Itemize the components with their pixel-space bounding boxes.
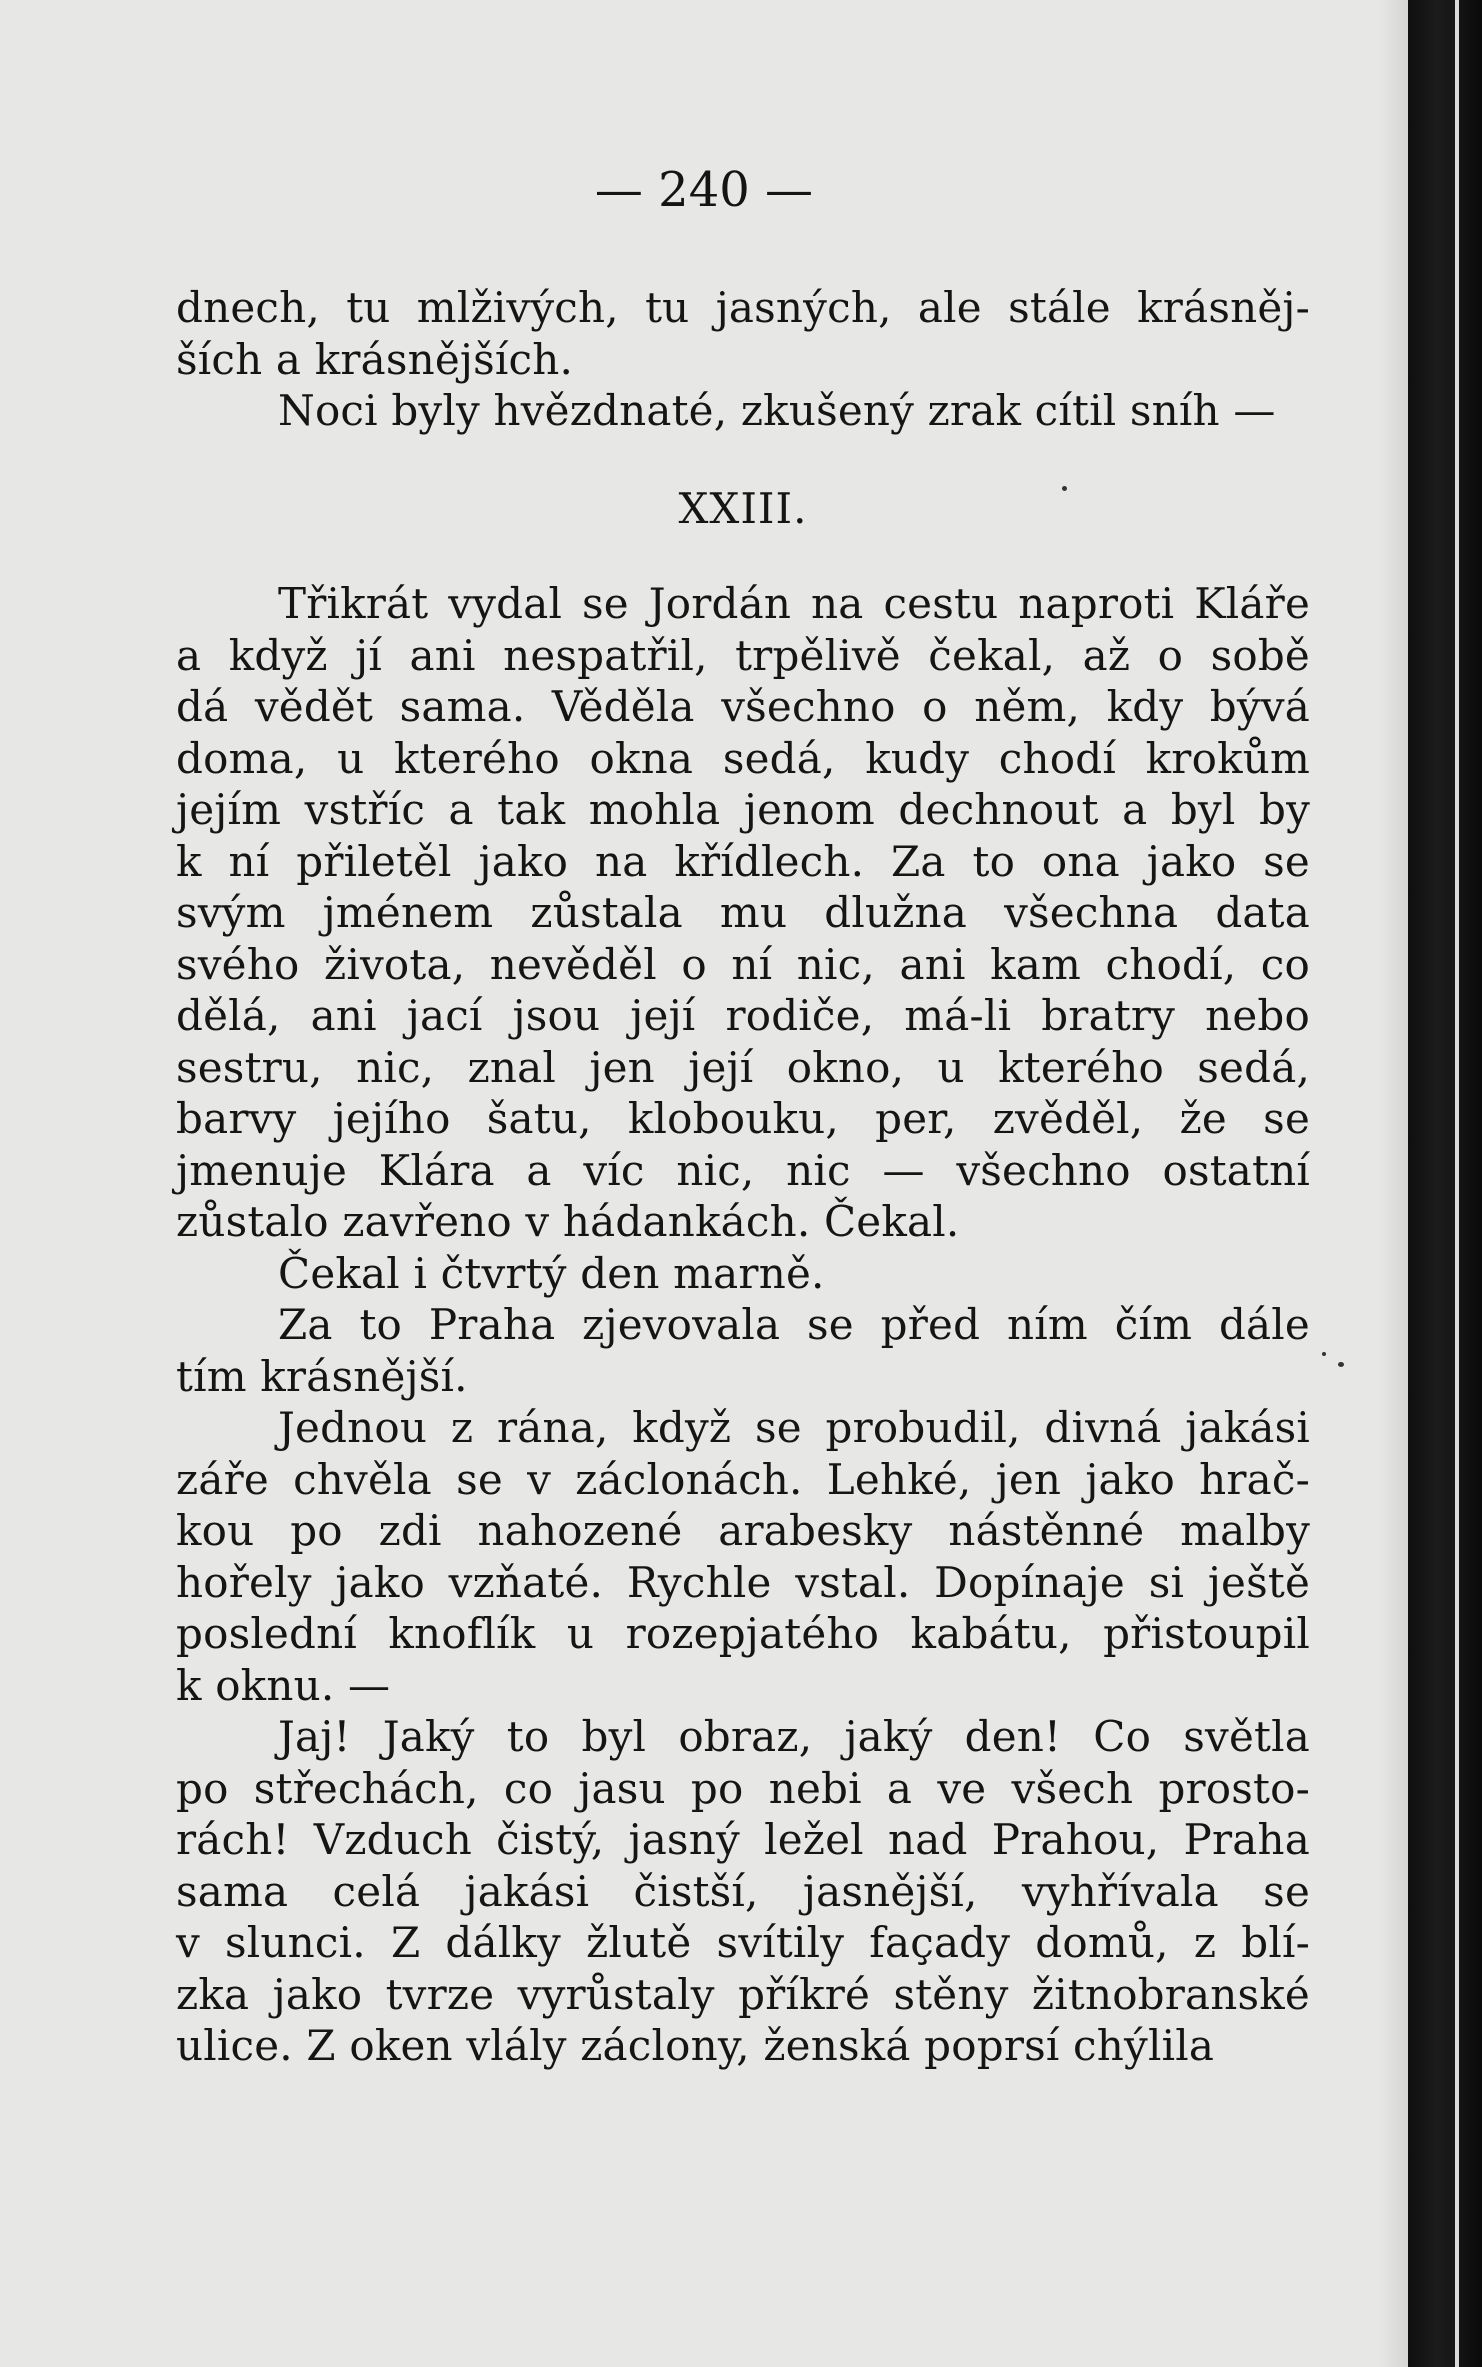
text-line: rách! Vzduch čistý, jasný ležel nad Prahou, Praha: [176, 1815, 1310, 1864]
text-line: ších a krásnějších.: [176, 334, 574, 384]
text-line: tím krásnější.: [176, 1351, 468, 1401]
text-line: dnech, tu mlživých, tu jasných, ale stále krásněj-: [176, 283, 1310, 332]
text-line: jejím vstříc a tak mohla jenom dechnout a byl by: [176, 785, 1310, 834]
text-line: dělá, ani jací jsou její rodiče, má-li bratry nebo: [176, 991, 1310, 1040]
text-line: k oknu. —: [176, 1660, 391, 1710]
body-text: [176, 282, 1310, 2072]
text-line: Noci byly hvězdnaté, zkušený zrak cítil sníh —: [278, 386, 1276, 435]
page-number: — 240 —: [594, 162, 814, 218]
chapter-heading: XXIII.: [678, 483, 808, 533]
ink-speck: [1062, 486, 1067, 491]
next-page-edge: [1455, 0, 1459, 2367]
text-line: svým jménem zůstala mu dlužna všechna data: [176, 888, 1310, 937]
text-line: po střechách, co jasu po nebi a ve všech prosto-: [176, 1763, 1310, 1813]
text-line: svého života, nevěděl o ní nic, ani kam chodí, co: [176, 939, 1310, 989]
text-line: a když jí ani nespatřil, trpělivě čekal, až o sobě: [176, 630, 1310, 680]
text-line: doma, u kterého okna sedá, kudy chodí krokům: [176, 733, 1310, 783]
book-binding-edge: [1408, 0, 1482, 2367]
ink-speck: [1322, 1352, 1326, 1356]
text-line: Jaj! Jaký to byl obraz, jaký den! Co světla: [278, 1712, 1310, 1761]
ink-speck: [1338, 1362, 1344, 1367]
text-line: v slunci. Z dálky žlutě svítily façady domů, z blí-: [176, 1918, 1310, 1967]
text-line: dá vědět sama. Věděla všechno o něm, kdy bývá: [176, 682, 1310, 731]
text-line: zůstalo zavřeno v hádankách. Čekal.: [176, 1197, 960, 1246]
text-line: poslední knoflík u rozepjatého kabátu, přistoupil: [176, 1609, 1310, 1658]
text-line: barvy jejího šatu, klobouku, per, zvěděl, že se: [176, 1094, 1310, 1143]
text-line: kou po zdi nahozené arabesky nástěnné malby: [176, 1506, 1310, 1555]
text-line: Za to Praha zjevovala se před ním čím dále: [278, 1300, 1310, 1349]
text-line: Jednou z rána, když se probudil, divná jakási: [278, 1403, 1310, 1452]
text-line: sestru, nic, znal jen její okno, u kterého sedá,: [176, 1042, 1310, 1092]
text-line: k ní přiletěl jako na křídlech. Za to ona jako se: [176, 836, 1310, 886]
text-line: Čekal i čtvrtý den marně.: [278, 1248, 825, 1298]
text-line: sama celá jakási čistší, jasnější, vyhřívala se: [176, 1866, 1310, 1916]
text-line: Třikrát vydal se Jordán na cestu naproti Kláře: [278, 579, 1310, 628]
text-line: záře chvěla se v záclonách. Lehké, jen jako hrač-: [176, 1454, 1310, 1504]
text-line: ulice. Z oken vlály záclony, ženská poprsí chýlila: [176, 2021, 1215, 2070]
text-line: jmenuje Klára a víc nic, nic — všechno ostatní: [176, 1145, 1310, 1195]
text-line: hořely jako vzňaté. Rychle vstal. Dopínaje si ještě: [176, 1557, 1310, 1607]
text-line: zka jako tvrze vyrůstaly příkré stěny žitnobranské: [176, 1969, 1310, 2019]
